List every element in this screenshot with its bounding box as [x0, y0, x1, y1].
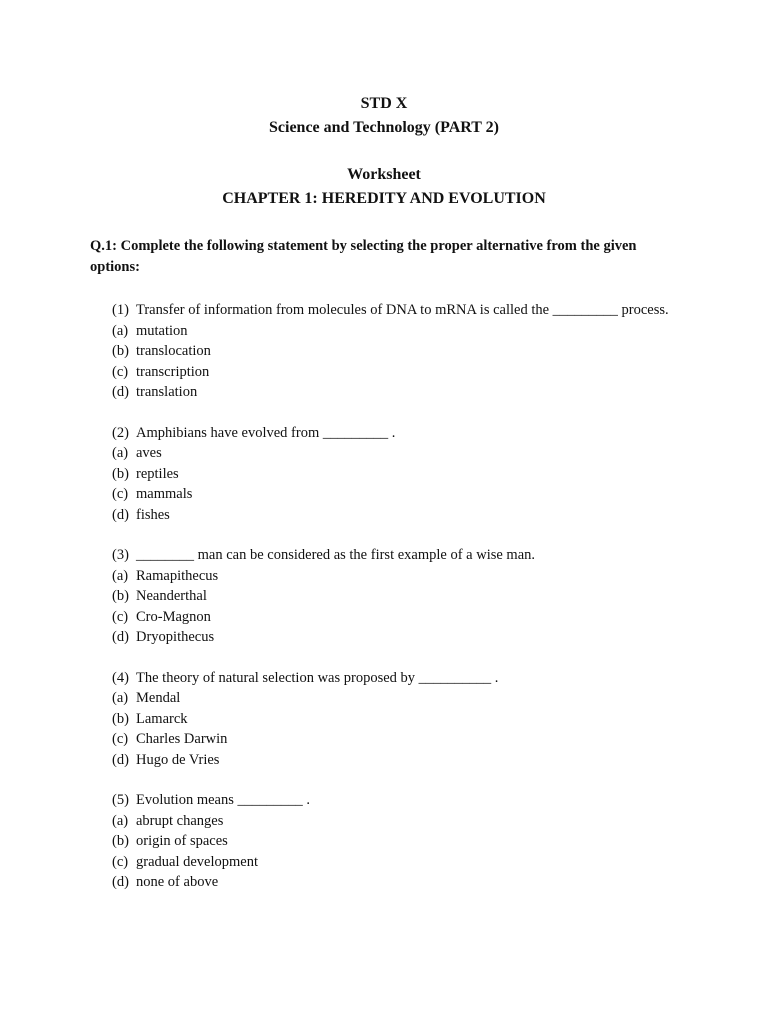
question-item — [112, 545, 672, 648]
option-label: (d) — [112, 751, 129, 768]
question-instruction: Q.1: Complete the following statement by selecting the proper alternative from the given options: — [90, 238, 637, 275]
question-number: (2) — [112, 424, 129, 441]
question-stem — [112, 423, 672, 444]
question-item — [112, 300, 672, 403]
answer-option — [112, 750, 672, 771]
answer-option — [112, 831, 672, 852]
answer-option — [112, 341, 672, 362]
question-text: Transfer of information from molecules of DNA to mRNA is called the _________ process. — [136, 302, 669, 318]
worksheet-heading: Worksheet — [347, 166, 421, 183]
option-text: fishes — [136, 506, 170, 523]
option-text: Charles Darwin — [136, 731, 228, 747]
answer-option — [112, 382, 672, 403]
option-label: (d) — [112, 874, 129, 890]
option-text: Hugo de Vries — [136, 751, 220, 768]
option-text: transcription — [136, 363, 210, 380]
answer-option — [112, 709, 672, 730]
option-text: none of above — [136, 874, 219, 890]
answer-option — [112, 464, 672, 485]
question-stem — [112, 545, 672, 566]
std-heading: STD X — [360, 95, 408, 112]
option-label: (a) — [112, 322, 129, 339]
answer-option — [112, 688, 672, 709]
answer-option — [112, 321, 672, 342]
option-label: (a) — [112, 445, 129, 461]
answer-option — [112, 484, 672, 505]
option-text: translocation — [136, 343, 211, 359]
question-number: (5) — [112, 792, 129, 808]
question-text: ________ man can be considered as the first example of a wise man. — [136, 547, 536, 563]
answer-option — [112, 627, 672, 648]
option-label: (c) — [112, 731, 129, 747]
answer-option — [112, 852, 672, 873]
option-label: (b) — [112, 710, 129, 727]
option-text: aves — [136, 445, 162, 461]
answer-option — [112, 443, 672, 464]
question-text: Amphibians have evolved from _________ . — [136, 424, 396, 441]
question-stem — [112, 668, 672, 689]
chapter-heading: CHAPTER 1: HEREDITY AND EVOLUTION — [222, 190, 546, 207]
answer-option — [112, 566, 672, 587]
answer-option — [112, 607, 672, 628]
option-text: translation — [136, 384, 198, 400]
option-label: (a) — [112, 690, 129, 706]
question-item — [112, 668, 672, 771]
question-text: The theory of natural selection was proposed by __________ . — [136, 669, 499, 686]
answer-option — [112, 362, 672, 383]
option-label: (c) — [112, 486, 129, 502]
question-list — [112, 300, 672, 913]
option-label: (b) — [112, 588, 129, 604]
option-label: (d) — [112, 506, 129, 523]
question-item — [112, 423, 672, 526]
option-text: Ramapithecus — [136, 567, 219, 584]
option-text: reptiles — [136, 465, 179, 482]
option-text: mutation — [136, 322, 188, 339]
answer-option — [112, 586, 672, 607]
option-text: Cro-Magnon — [136, 608, 211, 625]
option-label: (c) — [112, 608, 129, 625]
question-number: (3) — [112, 547, 129, 563]
question-item — [112, 790, 672, 893]
option-label: (b) — [112, 343, 129, 359]
question-stem — [112, 300, 672, 321]
option-text: Dryopithecus — [136, 629, 215, 645]
answer-option — [112, 729, 672, 750]
option-label: (d) — [112, 629, 129, 645]
question-number: (4) — [112, 669, 129, 686]
answer-option — [112, 872, 672, 893]
option-label: (a) — [112, 567, 129, 584]
option-text: abrupt changes — [136, 812, 224, 829]
question-stem — [112, 790, 672, 811]
option-text: Neanderthal — [136, 588, 207, 604]
option-label: (c) — [112, 363, 129, 380]
option-text: gradual development — [136, 853, 258, 870]
option-text: origin of spaces — [136, 833, 228, 849]
option-label: (a) — [112, 812, 129, 829]
answer-option — [112, 811, 672, 832]
option-label: (b) — [112, 833, 129, 849]
option-text: Lamarck — [136, 710, 188, 727]
answer-option — [112, 505, 672, 526]
option-text: mammals — [136, 486, 193, 502]
option-text: Mendal — [136, 690, 181, 706]
option-label: (c) — [112, 853, 129, 870]
question-number: (1) — [112, 302, 129, 318]
option-label: (d) — [112, 384, 129, 400]
option-label: (b) — [112, 465, 129, 482]
question-text: Evolution means _________ . — [136, 792, 310, 808]
subject-heading: Science and Technology (PART 2) — [269, 119, 499, 136]
